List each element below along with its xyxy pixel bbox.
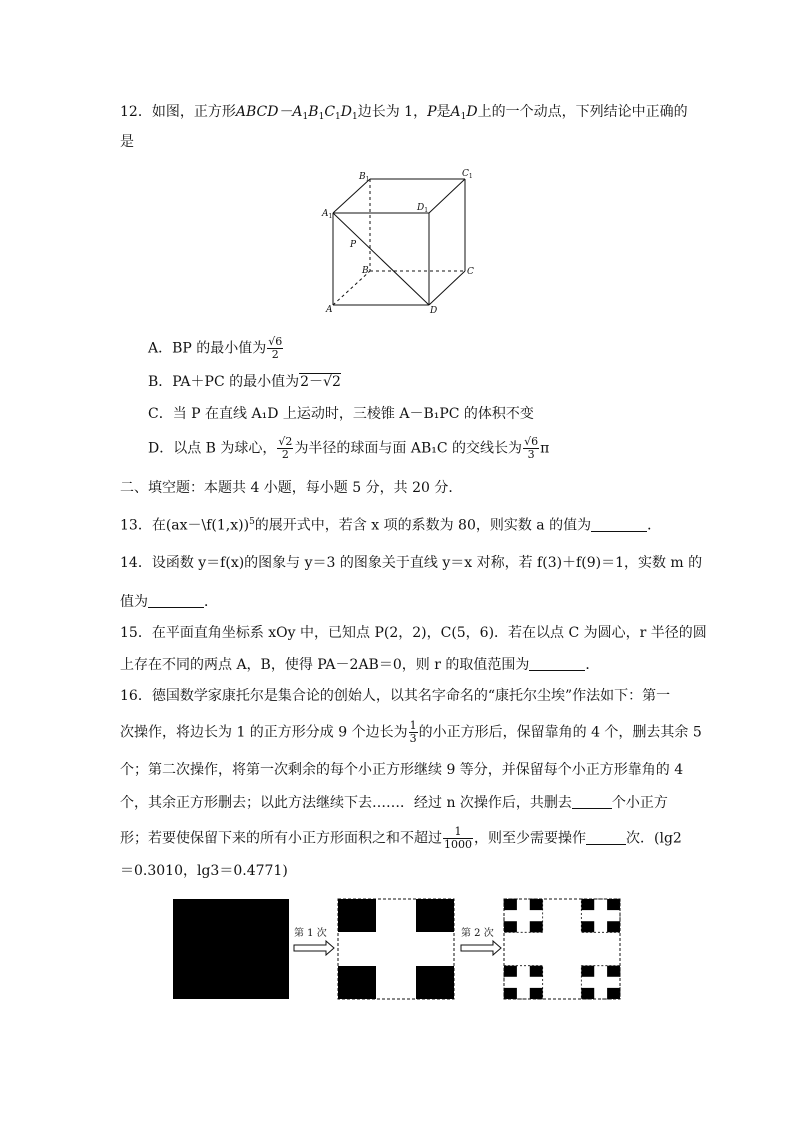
label-D1: $D_1$ [417, 203, 429, 214]
q15-line1: 15．在平面直角坐标系 xOy 中，已知点 P(2，2)，C(5，6)．若在以点 C 为圆心，r 半径的圆 [120, 625, 707, 641]
q14-line1: 14．设函数 y＝f(x)的图象与 y＝3 的图象关于直线 y＝x 对称，若 f(3)＋f(9)＝1，实数 m 的 [120, 555, 703, 571]
q12-line1: 12．如图，正方形$ABCD-A_1B_1C_1D_1$边长为 1，P是$A_1D$上的一个动点，下列结论中正确的 [120, 104, 688, 122]
arrow2-label: 第 2 次 [461, 928, 494, 939]
label-P: P [350, 240, 357, 250]
arrow1 [294, 941, 334, 955]
cantor-step0-square [173, 899, 289, 999]
label-B: B [362, 266, 369, 276]
cantor-step2-cell [530, 988, 543, 999]
section2-heading: 二、填空题：本题共 4 小题，每小题 5 分，共 20 分． [120, 480, 463, 496]
arrow1-label: 第 1 次 [294, 928, 327, 939]
cantor-step2-cell [530, 921, 543, 932]
cube-figure [0, 165, 794, 325]
q16-line2: 次操作，将边长为 1 的正方形分成 9 个边长为 $\frac{1}{3}$ 的小正方形后，保留靠角的 4 个，删去其余 5 [120, 719, 702, 745]
q16-line3: 个；第二次操作，将第一次剩余的每个小正方形继续 9 等分，并保留每个小正方形靠角的 4 [120, 762, 684, 778]
label-A1: $A_1$ [322, 209, 333, 220]
cantor-step2 [504, 899, 620, 999]
q16-line1: 16．德国数学家康托尔是集合论的创始人，以其名字命名的“康托尔尘埃”作法如下：第一 [120, 688, 671, 704]
q13: 13．在(ax－\f(1,x))$^5$的展开式中，若含 x 项的系数为 80，则实数 a 的值为 ． [120, 517, 662, 534]
label-A: A [326, 305, 333, 315]
cantor-step2-cell [504, 899, 517, 910]
label-B1: $B_1$ [359, 172, 370, 183]
q14-line2: 值为 ． [120, 594, 218, 610]
q16-blank-2[interactable] [586, 830, 626, 845]
cantor-step2-cell [607, 899, 620, 910]
label-D: D [430, 306, 438, 316]
q15-blank[interactable] [529, 656, 585, 671]
cantor-step1 [338, 899, 454, 999]
arrow2 [461, 941, 501, 955]
cantor-step2-cell [504, 988, 517, 999]
cantor-step2-cell [581, 921, 594, 932]
q12-option-d: D．以点 B 为球心， $\frac{√2}{2}$ 为半径的球面与面 AB₁C 的交线长为 $\frac{√6}{3}$ π [148, 435, 550, 461]
cantor-step2-cell [504, 921, 517, 932]
q12-option-a: A．BP 的最小值为 $\frac{√6}{2}$ [148, 335, 283, 361]
label-C1: $C_1$ [462, 169, 473, 180]
q12-line2: 是 [120, 134, 134, 150]
cantor-step2-cell [607, 966, 620, 977]
q16-line4: 个，其余正方形删去；以此方法继续下去……．经过 n 次操作后，共删去 个小正方 [120, 795, 668, 811]
cantor-step2-cell [504, 966, 517, 977]
cantor-step2-cell [581, 988, 594, 999]
cantor-step2-cell [581, 899, 594, 910]
q13-blank[interactable] [591, 517, 647, 532]
q16-blank-1[interactable] [572, 794, 612, 809]
label-C: C [467, 267, 474, 277]
cantor-step2-cell [607, 988, 620, 999]
q16-line5: 形；若要使保留下来的所有小正方形面积之和不超过 $\frac{1}{1000}$ ，则至少需要操作 次．(lg2 [120, 825, 682, 851]
cantor-dust-figure [0, 895, 794, 1005]
q15-line2: 上存在不同的两点 A，B，使得 PA－2AB＝0，则 r 的取值范围为 ． [120, 657, 600, 673]
q12-option-c: C．当 P 在直线 A₁D 上运动时，三棱锥 A－B₁PC 的体积不变 [148, 406, 534, 422]
q16-line6: ＝0.3010，lg3＝0.4771) [120, 863, 288, 879]
cantor-step2-cell [581, 966, 594, 977]
q12-option-b: B．PA＋PC 的最小值为2－√2 [148, 374, 341, 390]
cantor-step2-cell [607, 921, 620, 932]
cantor-step2-frame [504, 899, 620, 999]
q14-blank[interactable] [148, 593, 204, 608]
cantor-step2-cell [530, 899, 543, 910]
cantor-step2-cell [530, 966, 543, 977]
